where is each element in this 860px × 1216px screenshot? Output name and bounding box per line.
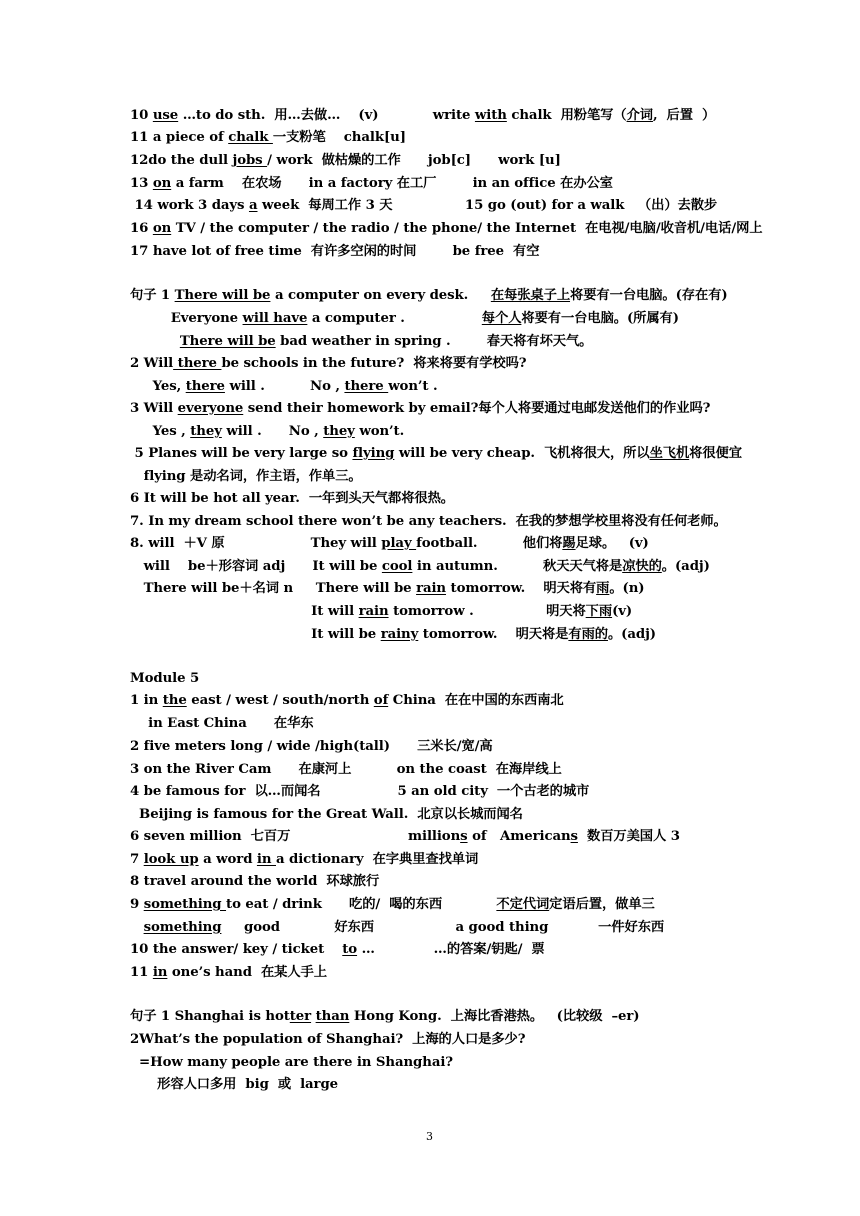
text-segment: 9 [130, 897, 144, 912]
underlined-text: to [342, 942, 358, 957]
text-segment: 将要有一台电脑。(存在有) [570, 288, 728, 303]
text-segment: in autumn. 秋天天气将是 [412, 559, 623, 574]
underlined-text: play [381, 536, 417, 551]
underlined-text: jobs [232, 153, 268, 168]
text-line [130, 851, 478, 869]
text-segment: , 后置 ） [652, 108, 716, 123]
text-segment: week 每周工作 3 天 15 go (out) for a walk （出）去散步 [257, 198, 718, 213]
text-segment: 一支粉笔 chalk[u] [272, 130, 406, 145]
text-segment: football. 他们将 [416, 536, 563, 551]
text-line [130, 310, 679, 328]
text-segment: 6 It will be hot all year. 一年到头天气都将很热。 [130, 491, 454, 506]
underlined-text: look up [143, 852, 199, 867]
text-segment: 7. In my dream school there won’t be any teachers. 在我的梦想学校里将没有任何老师。 [130, 514, 727, 529]
underlined-text: they [190, 424, 222, 439]
text-line [130, 626, 656, 644]
text-segment: to eat / drink 吃的/ 喝的东西 [226, 897, 497, 912]
underlined-text: something [143, 897, 227, 912]
underlined-text: a [248, 198, 258, 213]
text-segment: be schools in the future? 将来将要有学校吗? [221, 356, 527, 371]
text-segment: =How many people are there in Shanghai? [130, 1055, 453, 1070]
text-segment: 句子 1 Shanghai is hot [130, 1009, 290, 1024]
text-line [130, 287, 728, 305]
text-segment: a computer on every desk. [270, 288, 491, 303]
text-line [130, 1008, 639, 1026]
text-segment: 8. will ＋V 原 They will [130, 536, 382, 551]
page-number: 3 [426, 1130, 433, 1143]
text-line [130, 333, 592, 351]
underlined-text: 在每张桌子上 [490, 288, 571, 303]
text-segment: east / west / south/north [186, 693, 374, 708]
underlined-text: of [373, 693, 389, 708]
text-line [130, 873, 379, 891]
text-segment: 3 on the River Cam 在康河上 on the coast 在海岸线上 [130, 762, 562, 777]
text-segment: Hong Kong. 上海比香港热。 (比较级 –er) [349, 1009, 640, 1024]
text-line [130, 761, 562, 779]
text-line [130, 513, 727, 531]
text-segment: good 好东西 a good thing 一件好东西 [221, 920, 665, 935]
text-segment: Yes, [130, 379, 186, 394]
text-segment: 。(n) [609, 581, 645, 596]
text-segment: tomorrow . 明天将 [388, 604, 586, 619]
text-segment: China 在在中国的东西南北 [388, 693, 564, 708]
text-segment: 14 work 3 days [130, 198, 249, 213]
text-line [130, 175, 613, 193]
underlined-text: rainy [380, 627, 419, 642]
text-segment: 将很便宜 [689, 446, 742, 461]
text-line [130, 107, 715, 125]
text-segment: There will be＋名词 n There will be [130, 581, 417, 596]
text-line [130, 490, 454, 508]
text-line [130, 806, 523, 824]
text-segment: It will [130, 604, 359, 619]
text-segment: in East China 在华东 [130, 716, 314, 731]
underlined-text: than [315, 1009, 350, 1024]
text-line [130, 152, 561, 170]
text-segment: a word [198, 852, 257, 867]
text-segment: will be＋形容词 adj It will be [130, 559, 382, 574]
text-segment: 7 [130, 852, 144, 867]
text-segment: 定语后置，做单三 [549, 897, 655, 912]
text-segment: will be very cheap. 飞机将很大，所以 [394, 446, 650, 461]
text-segment: (v) [612, 604, 633, 619]
text-line [130, 220, 762, 238]
text-segment: 。(adj) [607, 627, 656, 642]
text-segment: 16 [130, 221, 153, 236]
text-segment: 3 Will [130, 401, 178, 416]
underlined-text: 有雨的 [568, 627, 608, 642]
underlined-text: on [152, 176, 172, 191]
text-line [130, 355, 527, 373]
underlined-text: 踢 [562, 536, 576, 551]
text-line [130, 964, 327, 982]
text-segment: 6 seven million 七百万 million [130, 829, 461, 844]
text-segment: 11 a piece of [130, 130, 229, 145]
text-segment: 将要有一台电脑。(所属有) [521, 311, 679, 326]
text-segment: won’t . [388, 379, 438, 394]
text-segment: 1 in [130, 693, 163, 708]
text-segment: 17 have lot of free time 有许多空闲的时间 be free 有空 [130, 244, 540, 259]
text-line [130, 445, 742, 463]
text-segment: 足球。 (v) [575, 536, 649, 551]
text-segment: will . No , [224, 379, 345, 394]
text-line [130, 1031, 525, 1049]
text-segment: a dictionary 在字典里查找单词 [275, 852, 479, 867]
text-line [130, 558, 710, 576]
text-segment: flying 是动名词，作主语，作单三。 [130, 469, 362, 484]
text-line [130, 423, 404, 441]
underlined-text: use [152, 108, 179, 123]
underlined-text: there [173, 356, 222, 371]
text-segment: one’s hand 在某人手上 [167, 965, 327, 980]
text-segment: send their homework by email?每个人将要通过电邮发送他们的作业吗? [243, 401, 711, 416]
underlined-text: There will be [179, 334, 276, 349]
text-segment: Everyone [130, 311, 243, 326]
underlined-text: there [344, 379, 389, 394]
text-segment: won’t. [354, 424, 405, 439]
text-line [130, 738, 493, 756]
text-line [130, 828, 680, 846]
text-segment: a farm 在农场 in a factory 在工厂 in an office 在办公室 [171, 176, 613, 191]
text-segment [130, 920, 144, 935]
underlined-text: rain [416, 581, 447, 596]
underlined-text: there [185, 379, 225, 394]
text-line [130, 941, 545, 959]
underlined-text: There will be [174, 288, 271, 303]
text-line [130, 919, 664, 937]
text-segment: 10 the answer/ key / ticket [130, 942, 343, 957]
text-segment: 5 Planes will be very large so [130, 446, 353, 461]
underlined-text: 不定代词 [496, 897, 550, 912]
text-segment: bad weather in spring . 春天将有坏天气。 [275, 334, 593, 349]
text-line [130, 715, 314, 733]
text-segment: 形容人口多用 big 或 large [130, 1077, 339, 1092]
underlined-text: in [256, 852, 276, 867]
text-segment: will . No , [221, 424, 324, 439]
text-segment: …to do sth. 用…去做… (v) write [178, 108, 475, 123]
text-segment: 数百万美国人 3 [577, 829, 680, 844]
underlined-text: 坐飞机 [649, 446, 690, 461]
underlined-text: they [323, 424, 355, 439]
underlined-text: s [570, 829, 578, 844]
underlined-text: in [152, 965, 168, 980]
text-line [130, 243, 539, 261]
text-line [130, 535, 649, 553]
underlined-text: s [460, 829, 468, 844]
underlined-text: everyone [177, 401, 244, 416]
text-line [130, 896, 655, 914]
text-segment [130, 334, 180, 349]
text-segment: of American [467, 829, 571, 844]
text-segment: 2What’s the population of Shanghai? 上海的人口是多少? [130, 1032, 526, 1047]
text-segment: chalk 用粉笔写（ [506, 108, 627, 123]
text-segment: … …的答案/钥匙/ 票 [357, 942, 545, 957]
text-segment: It will be [130, 627, 381, 642]
underlined-text: chalk [228, 130, 273, 145]
underlined-text: rain [358, 604, 389, 619]
underlined-text: 雨 [596, 581, 610, 596]
underlined-text: will have [242, 311, 308, 326]
text-segment: tomorrow. 明天将有 [446, 581, 597, 596]
text-segment: a computer . [307, 311, 482, 326]
text-segment: 句子 1 [130, 288, 175, 303]
text-segment: 2 Will [130, 356, 174, 371]
text-line [130, 603, 632, 621]
underlined-text: on [152, 221, 172, 236]
text-segment: 8 travel around the world 环球旅行 [130, 874, 380, 889]
underlined-text: the [162, 693, 187, 708]
text-segment: 。(adj) [661, 559, 710, 574]
text-line [130, 378, 438, 396]
underlined-text: cool [381, 559, 413, 574]
underlined-text: 每个人 [481, 311, 522, 326]
text-segment: 4 be famous for 以…而闻名 5 an old city 一个古老的城市 [130, 784, 590, 799]
text-line [130, 468, 362, 486]
text-line [130, 783, 589, 801]
underlined-text: with [474, 108, 507, 123]
text-segment: 13 [130, 176, 153, 191]
underlined-text: 下雨 [585, 604, 613, 619]
underlined-text: something [143, 920, 222, 935]
text-segment: TV / the computer / the radio / the phone/ the Internet 在电视/电脑/收音机/电话/网上 [171, 221, 763, 236]
text-line [130, 580, 644, 598]
text-segment: 12do the dull [130, 153, 233, 168]
text-line [130, 692, 564, 710]
underlined-text: 介词 [626, 108, 653, 123]
text-line [130, 197, 717, 215]
text-segment: 2 five meters long / wide /high(tall) 三米长/宽/高 [130, 739, 493, 754]
text-line [130, 129, 406, 147]
text-line [130, 1054, 453, 1072]
text-segment: Beijing is famous for the Great Wall. 北京以长城而闻名 [130, 807, 523, 822]
underlined-text: 凉快的 [622, 559, 662, 574]
text-line [130, 1076, 338, 1094]
text-segment: / work 做枯燥的工作 job[c] work [u] [267, 153, 561, 168]
text-line [130, 400, 710, 418]
underlined-text: flying [352, 446, 395, 461]
text-segment: 10 [130, 108, 153, 123]
underlined-text: ter [289, 1009, 312, 1024]
text-segment: tomorrow. 明天将是 [418, 627, 569, 642]
text-segment: 11 [130, 965, 153, 980]
text-segment: Yes , [130, 424, 191, 439]
text-line [130, 670, 199, 688]
text-segment: Module 5 [130, 671, 200, 686]
